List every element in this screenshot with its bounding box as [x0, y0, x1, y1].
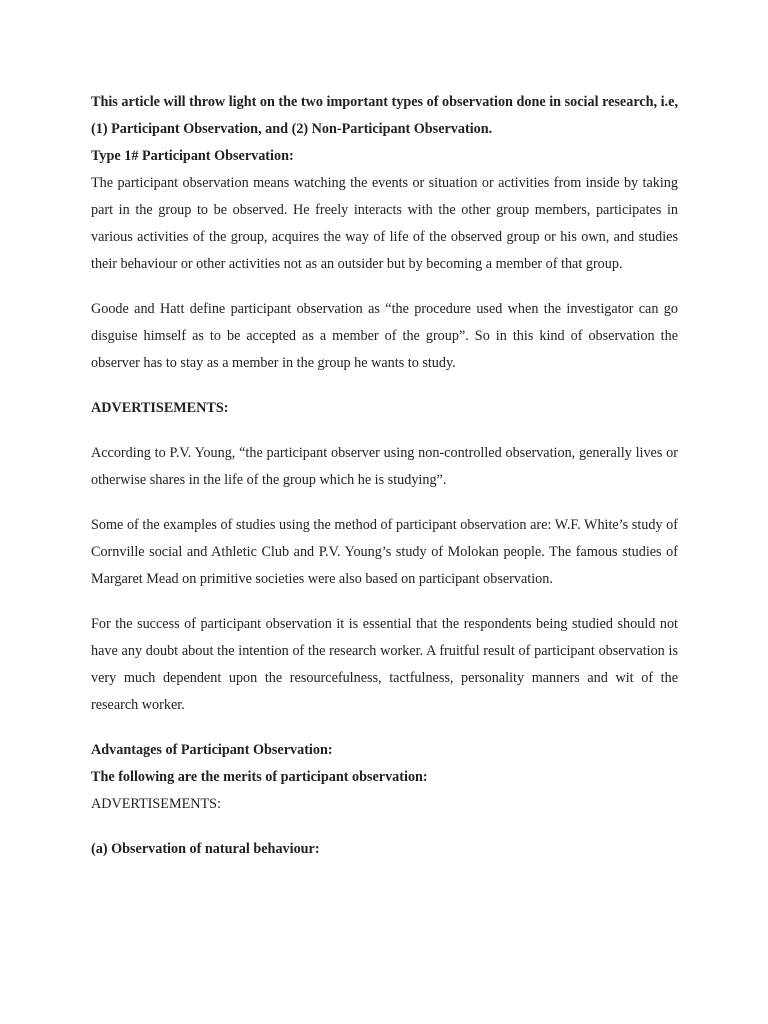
success-paragraph: For the success of participant observation it is essential that the respondents being studied should not have any doubt about the intention of the research worker. A fruitful result of participant observation is very much dependent upon the resourcefulness, tactfulness, personality manners and wit of the research worker.: [91, 616, 678, 713]
goode-hatt-paragraph: Goode and Hatt define participant observation as “the procedure used when the investigator can go disguise himself as to be accepted as a member of the group”. So in this kind of observation the observer has to stay as a member in the group he wants to study.: [91, 301, 678, 371]
merits-heading: The following are the merits of participant observation:: [91, 769, 428, 785]
examples-paragraph: Some of the examples of studies using the method of participant observation are: W.F. White’s study of Cornville social and Athletic Club and P.V. Young’s study of Molokan people. The famous studies of Margaret Mead on primitive societies were also based on participant observation.: [91, 517, 678, 587]
natural-behaviour-subheading: (a) Observation of natural behaviour:: [91, 841, 320, 857]
type1-heading: Type 1# Participant Observation:: [91, 148, 294, 164]
advertisements-label-1: ADVERTISEMENTS:: [91, 400, 229, 416]
advantages-heading: Advantages of Participant Observation:: [91, 742, 333, 758]
article-body: [91, 89, 678, 863]
pv-young-paragraph: According to P.V. Young, “the participant observer using non-controlled observation, generally lives or otherwise shares in the life of the group which he is studying”.: [91, 445, 678, 488]
participant-observation-definition: The participant observation means watching the events or situation or activities from inside by taking part in the group to be observed. He freely interacts with the other group members, participates in various activities of the group, acquires the way of life of the observed group or his own, and studies their behaviour or other activities not as an outsider but by becoming a member of that group.: [91, 175, 678, 272]
advertisements-label-2: ADVERTISEMENTS:: [91, 796, 221, 812]
intro-paragraph: This article will throw light on the two important types of observation done in social research, i.e, (1) Participant Observation, and (2) Non-Participant Observation.: [91, 94, 678, 137]
